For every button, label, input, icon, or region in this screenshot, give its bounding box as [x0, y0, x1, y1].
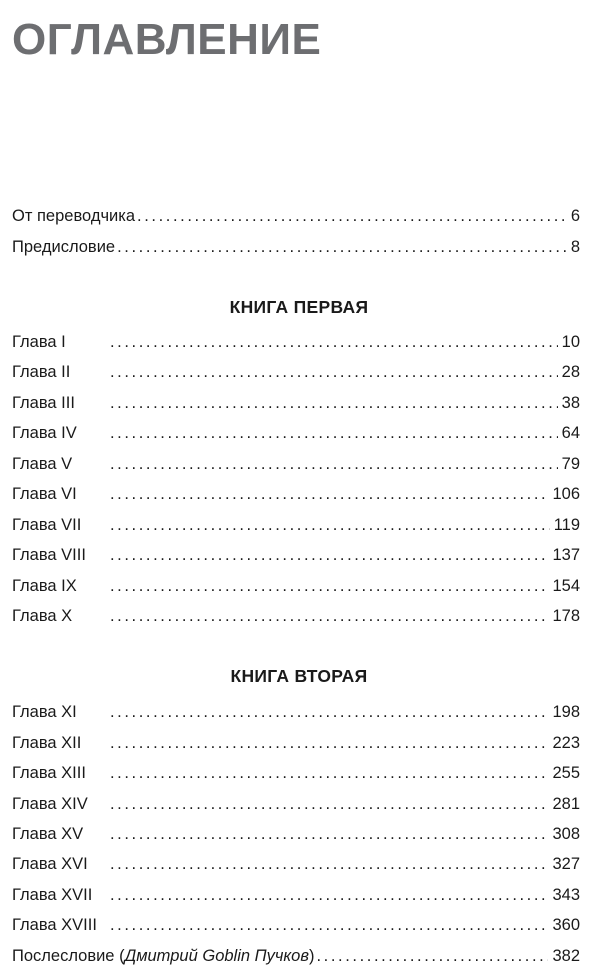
page-title: ОГЛАВЛЕНИЕ: [12, 15, 322, 64]
toc-entry-preface[interactable]: [12, 235, 580, 259]
toc-page-number: 308: [552, 825, 580, 843]
toc-page-number: 10: [561, 333, 580, 351]
toc-entry-label: Глава XIV: [12, 795, 88, 813]
dot-leader: [110, 792, 548, 816]
toc-entry-chapter[interactable]: [12, 360, 580, 384]
toc-entry-translator-note[interactable]: [12, 204, 580, 228]
toc-entry-chapter[interactable]: [12, 822, 580, 846]
toc-entry-label: Глава V: [12, 455, 73, 473]
toc-page-number: 6: [570, 207, 580, 225]
toc-entry-chapter[interactable]: [12, 604, 580, 628]
dot-leader: [110, 700, 548, 724]
toc-entry-chapter[interactable]: [12, 731, 580, 755]
toc-entry-label: Глава X: [12, 607, 73, 625]
dot-leader: [110, 574, 548, 598]
toc-page-number: 79: [561, 455, 580, 473]
dot-leader: [110, 543, 548, 567]
toc-entry-chapter[interactable]: [12, 543, 580, 567]
dot-leader: [110, 360, 558, 384]
toc-entry-label: Глава XVII: [12, 886, 93, 904]
toc-page-number: 64: [561, 424, 580, 442]
toc-entry-label: Глава XV: [12, 825, 84, 843]
toc-page-number: 223: [552, 734, 580, 752]
section-heading-book-1: КНИГА ПЕРВАЯ: [229, 297, 369, 317]
toc-page-number: 360: [552, 916, 580, 934]
toc-page-number: 281: [552, 795, 580, 813]
dot-leader: [110, 761, 548, 785]
toc-entry-chapter[interactable]: [12, 482, 580, 506]
toc-entry-chapter[interactable]: [12, 391, 580, 415]
toc-page-number: 137: [552, 546, 580, 564]
afterword-author: Дмитрий Goblin Пучков: [124, 947, 309, 965]
toc-page-number: 38: [561, 394, 580, 412]
toc-entry-chapter[interactable]: [12, 513, 580, 537]
toc-page-number: 343: [552, 886, 580, 904]
toc-entry-label: Глава VI: [12, 485, 77, 503]
dot-leader: [110, 391, 558, 415]
toc-page-number: 178: [552, 607, 580, 625]
toc-entry-chapter[interactable]: [12, 700, 580, 724]
toc-entry-label: Глава VII: [12, 516, 82, 534]
toc-entry-chapter[interactable]: [12, 452, 580, 476]
toc-page-number: 154: [552, 577, 580, 595]
dot-leader: [117, 235, 567, 259]
toc-entry-chapter[interactable]: [12, 883, 580, 907]
toc-entry-label: Глава III: [12, 394, 75, 412]
section-heading-book-2: КНИГА ВТОРАЯ: [230, 666, 368, 686]
toc-entry-chapter[interactable]: [12, 421, 580, 445]
dot-leader: [110, 452, 558, 476]
toc-page-number: 106: [552, 485, 580, 503]
toc-entry-label: [12, 944, 314, 968]
toc-entry-chapter[interactable]: [12, 792, 580, 816]
toc-page-number: 28: [561, 363, 580, 381]
dot-leader: [110, 482, 548, 506]
dot-leader: [110, 421, 558, 445]
dot-leader: [110, 731, 548, 755]
toc-entry-chapter[interactable]: [12, 574, 580, 598]
toc-entry-chapter[interactable]: [12, 852, 580, 876]
dot-leader: [110, 604, 548, 628]
toc-entry-label: Глава XI: [12, 703, 77, 721]
dot-leader: [316, 944, 548, 968]
toc-entry-label: Глава XII: [12, 734, 82, 752]
toc-entry-label: Глава I: [12, 333, 66, 351]
toc-entry-afterword[interactable]: [12, 944, 580, 968]
toc-entry-chapter[interactable]: [12, 913, 580, 937]
toc-page-number: 255: [552, 764, 580, 782]
toc-entry-label: Предисловие: [12, 238, 116, 256]
toc-page-number: 119: [553, 516, 580, 534]
afterword-prefix: Послесловие (: [12, 947, 125, 965]
toc-page-number: 198: [552, 703, 580, 721]
toc-entry-label: Глава VIII: [12, 546, 86, 564]
toc-entry-chapter[interactable]: [12, 761, 580, 785]
toc-entry-label: Глава XVIII: [12, 916, 97, 934]
toc-entry-label: Глава IV: [12, 424, 77, 442]
toc-entry-label: От переводчика: [12, 207, 136, 225]
toc-entry-label: Глава IX: [12, 577, 77, 595]
dot-leader: [110, 330, 558, 354]
dot-leader: [110, 883, 548, 907]
dot-leader: [110, 913, 548, 937]
toc-entry-label: Глава XVI: [12, 855, 88, 873]
dot-leader: [137, 204, 567, 228]
toc-entry-chapter[interactable]: [12, 330, 580, 354]
toc-entry-label: Глава II: [12, 363, 71, 381]
toc-page-number: 8: [570, 238, 580, 256]
dot-leader: [110, 513, 550, 537]
afterword-suffix: ): [308, 947, 315, 965]
toc-entry-label: Глава XIII: [12, 764, 86, 782]
toc-page-number: 382: [552, 947, 580, 965]
dot-leader: [110, 852, 548, 876]
dot-leader: [110, 822, 548, 846]
toc-page-number: 327: [552, 855, 580, 873]
